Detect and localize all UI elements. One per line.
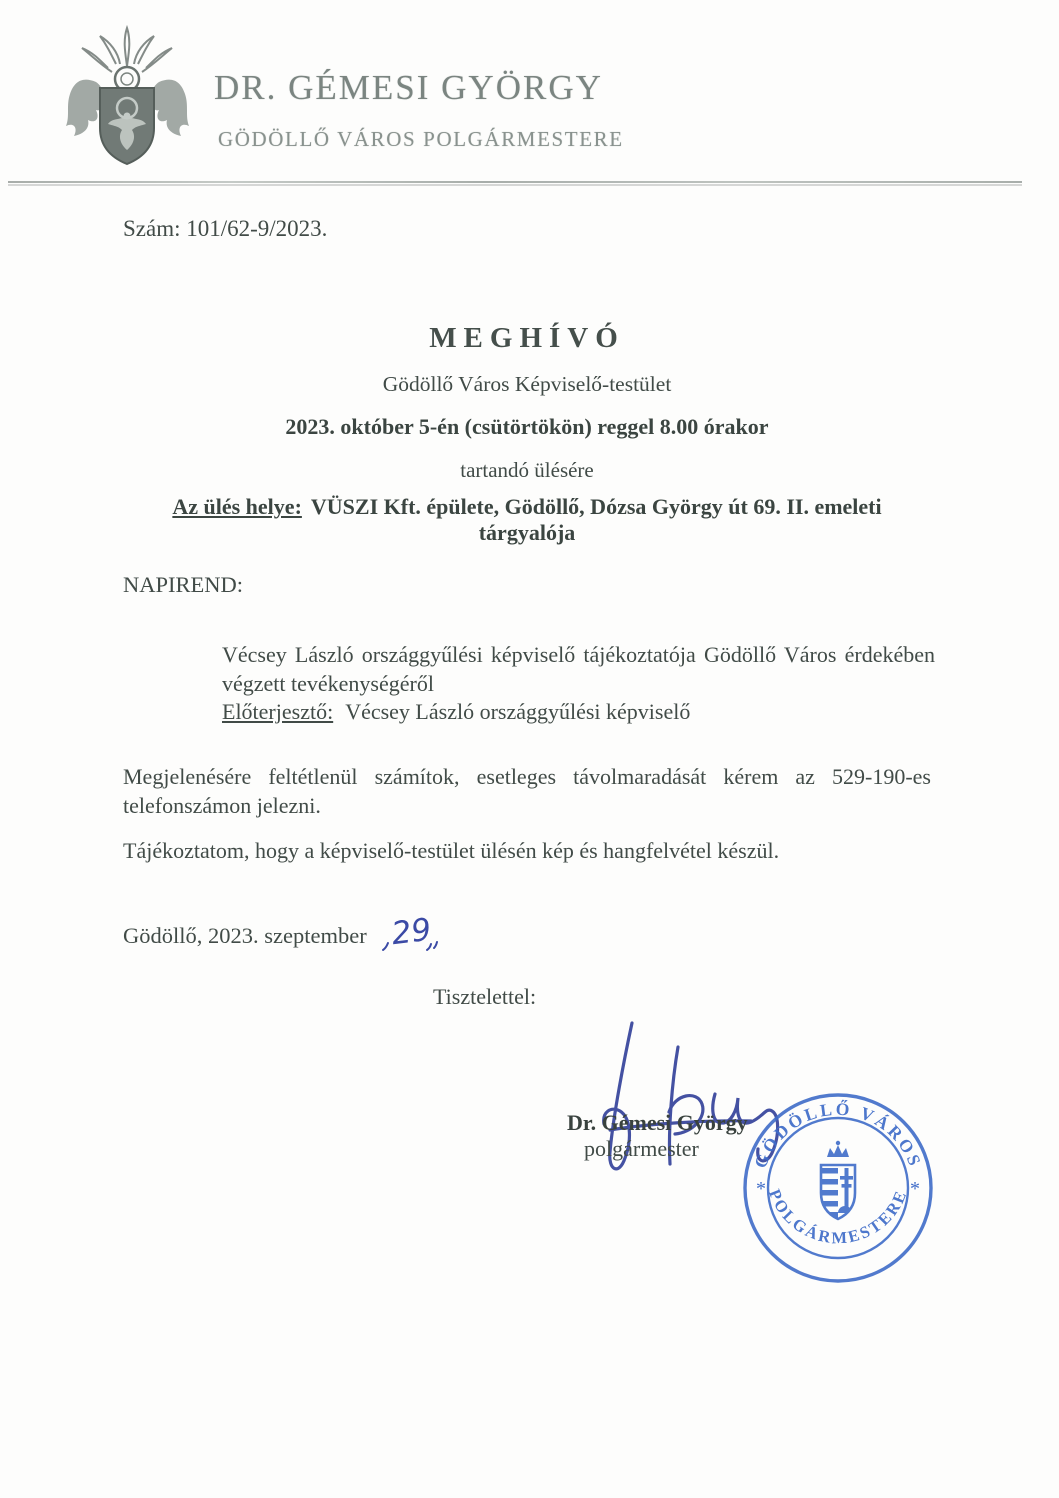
presenter-label: Előterjesztő: (222, 699, 334, 724)
agenda-presenter-line (222, 699, 690, 725)
stamp-outer-ring (745, 1095, 931, 1281)
svg-text:GÖDÖLLŐ VÁROS (750, 1099, 926, 1171)
document-title: MEGHÍVÓ (429, 322, 625, 354)
crest-plumes (82, 28, 172, 72)
meeting-session-line: tartandó ülésére (460, 458, 594, 482)
stamp-bottom-text: POLGÁRMESTERE (765, 1186, 911, 1248)
coat-of-arms-icon (60, 24, 195, 174)
stamp-coat-of-arms (820, 1141, 859, 1219)
attendance-note: Megjelenésére feltétlenül számítok, esetleges távolmaradását kérem az 529-190-es telefonszámon jelezni. (123, 764, 931, 818)
salutation: Tisztelettel: (433, 984, 537, 1009)
handwritten-day-digits: 29 (389, 911, 433, 953)
signer-name: Dr. Gémesi György (567, 1110, 748, 1135)
meeting-location-line (123, 494, 931, 546)
handwritten-day-ink (381, 907, 443, 953)
agenda-item: Vécsey László országgyűlési képviselő tájékoztatója Gödöllő Város érdekében végzett tevékenységéről (222, 642, 935, 696)
signer-title: polgármester (584, 1136, 699, 1161)
official-stamp (741, 1091, 935, 1285)
svg-text:POLGÁRMESTERE (765, 1186, 911, 1247)
location-label: Az ülés helye: (172, 494, 302, 519)
date-prefix: Gödöllő, 2023. szeptember (123, 923, 367, 948)
reference-number: Szám: 101/62-9/2023. (123, 216, 328, 241)
agenda-heading: NAPIREND: (123, 572, 244, 597)
handwritten-day (381, 907, 443, 959)
council-name: Gödöllő Város Képviselő-testület (382, 372, 672, 396)
stamp-left-star: * (756, 1178, 766, 1200)
header-divider (8, 181, 1022, 183)
stamp-right-star: * (910, 1178, 920, 1200)
letterhead-name: DR. GÉMESI GYÖRGY (214, 68, 603, 107)
crest-shield (100, 88, 154, 164)
date-line (123, 907, 443, 959)
meeting-datetime: 2023. október 5-én (csütörtökön) reggel 8.00 órakor (285, 414, 769, 439)
location-text: VÜSZI Kft. épülete, Gödöllő, Dózsa György út 69. II. emeleti tárgyalója (310, 494, 882, 545)
presenter-name: Vécsey László országgyűlési képviselő (345, 699, 691, 724)
stamp-top-text: GÖDÖLLŐ VÁROS (749, 1098, 927, 1171)
recording-note: Tájékoztatom, hogy a képviselő-testület ülésén kép és hangfelvétel készül. (123, 838, 780, 863)
letterhead-title: GÖDÖLLŐ VÁROS POLGÁRMESTERE (218, 127, 624, 151)
